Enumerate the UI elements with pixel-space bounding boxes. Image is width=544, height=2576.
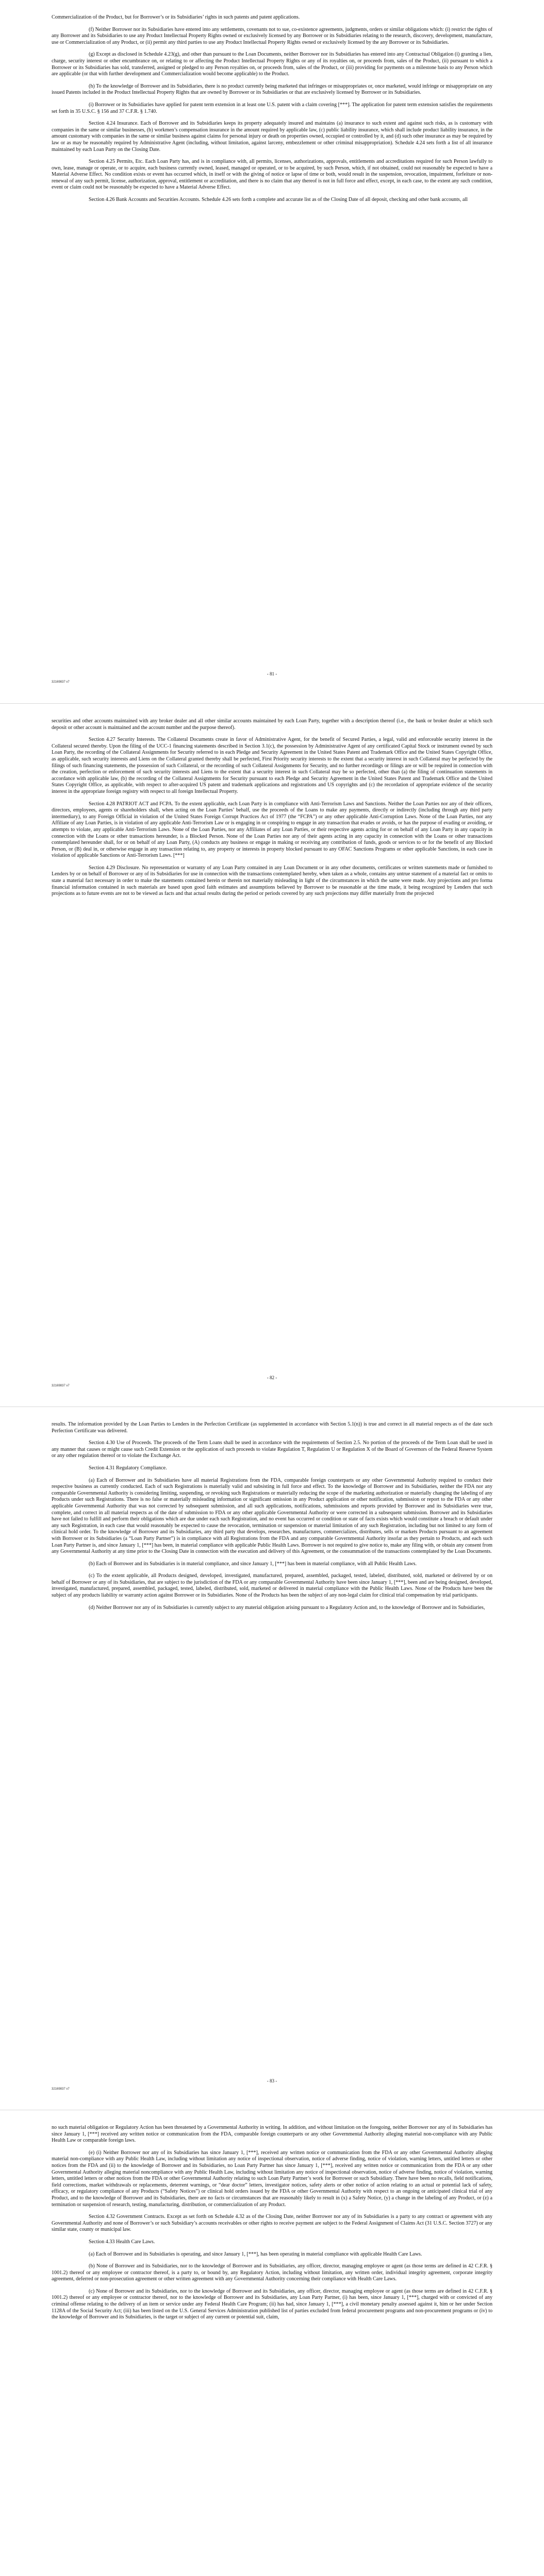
document-id: 32169837 v7 [52,681,70,684]
document-page-84 [0,2110,544,2576]
paragraph: (a) Each of Borrower and its Subsidiaries is operating, and since January 1, [***], has been operating in material compliance with applicable Health Care Laws. [89,2251,422,2257]
section-paragraph: Section 4.26 Bank Accounts and Securities Accounts. Schedule 4.26 sets forth a complete and accurate list as of the Closing Date of all deposit, checking and other bank accounts, all [89,197,468,203]
document-id: 32169837 v7 [52,1384,70,1387]
section-heading: Section 4.33 Health Care Laws. [89,2239,155,2245]
document-page-83 [0,1406,544,2110]
paragraph: (h) To the knowledge of Borrower and its Subsidiaries, there is no product currently being marketed that infringes or misappropriates or, once marketed, would infringe or misappropriate on any issued Patents included in the Product Intellectual Property Rights that are owned by Borrower or its Subsidiaries or that are exclusively licensed by Borrower or its Subsidiaries. [52,83,492,96]
section-paragraph: Section 4.29 Disclosure. No representation or warranty of any Loan Party contained in any Loan Document or in any other documents, certificates or written statements made or furnished to Lenders by or on behalf of Borrower or any of its Subsidiaries for use in connection with the transactions contemplated hereby, when taken as a whole, contains any untrue statement of a material fact or omits to state a material fact necessary in order to make the statements contained herein or therein not materially misleading in light of the circumstances in which the same were made. Any projections and pro forma financial information contained in such materials are based upon good faith estimates and assumptions believed by Borrower to be reasonable at the time made, it being recognized by Lenders that such projections as to future events are not to be viewed as facts and that actual results during the period or periods covered by any such projections may differ materially from the projected [52,865,492,897]
paragraph: no such material obligation or Regulatory Action has been threatened by a Governmental Authority in writing. In addition, and without limitation on the foregoing, neither Borrower nor any of its Subsidiaries has since January 1, [***] received any written notice or communication from the FDA, comparable foreign counterparts or any other Governmental Authority alleging material non-compliance with any Public Health Law or comparable foreign laws. [52,2125,492,2144]
paragraph: (g) Except as disclosed in Schedule 4.23(g), and other than pursuant to the Loan Documents, neither Borrower nor its Subsidiaries has entered into any Contractual Obligation (i) granting a lien, charge, security interest or other encumbrance on, or relating to or affecting the Product Intellectual Property Rights or any of its royalties on, or proceeds from, sales of the Product, (ii) pursuant to which a Borrower or its Subsidiaries has sold, transferred, assigned or pledged to any Person royalties on, or proceeds from, sales of the Product, or (iii) providing for payments on a milestone basis to any Person which are applicable (or that with further development and Commercialization would become applicable) to the Product. [52,52,492,77]
paragraph: securities and other accounts maintained with any broker dealer and all other similar accounts maintained by each Loan Party, together with a description thereof (i.e., the bank or broker dealer at which such deposit or other account is maintained and the account number and the purpose thereof). [52,718,492,731]
paragraph: (f) Neither Borrower nor its Subsidiaries have entered into any settlements, covenants not to sue, co-existence agreements, judgments, orders or similar obligations which: (i) restrict the rights of any Borrower and its Subsidiaries to use any Product Intellectual Property Rights owned or exclusively licensed by any Borrower or its Subsidiaries relating to the research, discovery, development, manufacture, use or Commercialization of any Product, or (ii) permit any third parties to use any Product Intellectual Property Rights owned or exclusively licensed by the any Borrower or its Subsidiaries. [52,26,492,45]
paragraph: (c) None of Borrower and its Subsidiaries, nor to the knowledge of Borrower and its Subsidiaries, any officer, director, managing employee or agent (as those terms are defined in 42 C.F.R. § 1001.2) thereof or any employee or contractor thereof, nor to the knowledge of Borrower and its Subsidiaries, any Loan Party Partner, (i) has been, since January 1, [***], charged with or convicted of any criminal offense relating to the delivery of an item or service under any Federal Health Care Program; (ii) has had, since January 1, [***], a civil monetary penalty assessed against it, him or her under Section 1128A of the Social Security Act; (iii) has been listed on the U.S. General Services Administration published list of parties excluded from federal procurement programs and non-procurement programs or (iv) to the knowledge of Borrower and its Subsidiaries, is the target or subject of any current or potential suit, claim, [52,2288,492,2320]
paragraph: (b) Each of Borrower and its Subsidiaries is in material compliance, and since January 1, [***] has been in material compliance, with all Public Health Laws. [89,1561,417,1567]
page-number: - 82 - [267,1375,277,1380]
page-number: - 83 - [267,2078,277,2083]
section-paragraph: Section 4.32 Government Contracts. Except as set forth on Schedule 4.32 as of the Closing Date, neither Borrower nor any of its Subsidiaries is a party to any contract or agreement with any Governmental Authority and none of Borrower’s or such Subsidiary’s accounts receivables or other rights to receive payment are subject to the Federal Assignment of Claims Act (31 U.S.C. Section 3727) or any similar state, county or municipal law. [52,2214,492,2233]
section-paragraph: Section 4.27 Security Interests. The Collateral Documents create in favor of Administrative Agent, for the benefit of Secured Parties, a legal, valid and enforceable security interest in the Collateral secured thereby. Upon the filing of the UCC-1 financing statements described in Section 3.1(c), the possession by Administrative Agent of any certificated Capital Stock or instrument owned by such Loan Party, the recording of the Collateral Assignments for Security referred to in each Pledge and Security Agreement in the United States Patent and Trademark Office and the United States Copyright Office, as applicable, such security interests and Liens on the Collateral granted thereby shall be perfected, First Priority security interests to the extent that a security interest in such Collateral may be perfected by the filings of such financing statements, the possession of such Collateral, or the recording of such Collateral Assignments for Security, and no further recordings or filings are or will be required in connection with the creation, perfection or enforcement of such security interests and Liens to the extent that a security interest in such Collateral may be so perfected, other than (a) the filing of continuation statements in accordance with applicable law, (b) the recording of the Collateral Assignments for Security pursuant to each Pledge and Security Agreement in the United States Patent and Trademark Office and the United States Copyright Office, as applicable, with respect to after-acquired US patent and trademark applications and registrations and US copyrights and (c) the recordation of appropriate evidence of the security interest in the appropriate foreign registry with respect to all foreign Intellectual Property. [52,737,492,794]
paragraph: (a) Each of Borrower and its Subsidiaries have all material Registrations from the FDA, comparable foreign counterparts or any other Governmental Authority required to conduct their respective business as currently conducted. Each of such Registrations is materially valid and subsisting in full force and effect. To the knowledge of Borrower and its Subsidiaries, neither the FDA nor any comparable Governmental Authority is considering limiting, suspending, or revoking such Registrations or materially reducing the scope of the marketing authorization or materially changing the labeling of any Products under such Registrations. There is no false or materially misleading information or significant omission in any Product application or other notification, submission or report to the FDA or any other applicable Governmental Authority that was not corrected by subsequent submission, and all such applications, notifications, submissions and reports provided by Borrower and its Subsidiaries were true, complete, and correct in all material respects as of the date of submission to FDA or any other applicable Governmental Authority or were corrected in a subsequent submission. Borrower and its Subsidiaries have not failed to fulfill and perform their obligations which are due under each such Registration, and no event has occurred or condition or state of facts exists which would constitute a breach or default under any such Registration, in each case that would reasonably be expected to cause the revocation, termination or suspension or material limitation of any such Registration, including but not limited to any form of clinical hold order. To the knowledge of Borrower and its Subsidiaries, any third party that develops, researches, manufactures, commercializes, distributes, sells or markets Products pursuant to an agreement with Borrower or its Subsidiaries (a “Loan Party Partner”) is in compliance with all Registrations from the FDA and any comparable Governmental Authority insofar as they pertain to Products, and each such Loan Party Partner is, and since January 1, [***] has been, in material compliance with applicable Public Health Laws. Borrower is not required to give notice to, make any filing with, or obtain any consent from any Governmental Authority at any time prior to the Closing Date in connection with the execution and delivery of this Agreement, or the consummation of the transactions contemplated by the Loan Documents. [52,1477,492,1555]
paragraph: (b) None of Borrower and its Subsidiaries, nor to the knowledge of Borrower and its Subsidiaries, any officer, director, managing employee or agent (as those terms are defined in 42 C.F.R. § 1001.2) thereof or any employee or contractor thereof, is a party to, or bound by, any Regulatory Action, including without limitation, any written order, individual integrity agreement, corporate integrity agreement, deferred or non-prosecution agreement or other written agreement with any Governmental Authority concerning their compliance with Health Care Laws. [52,2263,492,2282]
paragraph: results. The information provided by the Loan Parties to Lenders in the Perfection Certificate (as supplemented in accordance with Section 5.1(n)) is true and correct in all material respects as of the date such Perfection Certificate was delivered. [52,1421,492,1434]
paragraph: (d) Neither Borrower nor any of its Subsidiaries is currently subject to any material obligation arising pursuant to a Regulatory Action and, to the knowledge of Borrower and its Subsidiaries, [89,1604,485,1611]
page-number: - 81 - [267,671,277,676]
section-heading: Section 4.31 Regulatory Compliance. [89,1465,167,1471]
section-paragraph: Section 4.30 Use of Proceeds. The proceeds of the Term Loans shall be used in accordance with the requirements of Section 2.5. No portion of the proceeds of the Term Loan shall be used in any manner that causes or might cause such Credit Extension or the application of such proceeds to violate Regulation T, Regulation U or Regulation X of the Board of Governors of the Federal Reserve System or any other regulation thereof or to violate the Exchange Act. [52,1440,492,1459]
document-page-82 [0,703,544,1406]
document-page-81 [0,0,544,703]
document-id: 32169837 v7 [52,2088,70,2091]
paragraph: (i) Borrower or its Subsidiaries have applied for patent term extension in at least one U.S. patent with a claim covering [***]. The application for patent term extension satisfies the requirements set forth in 35 U.S.C. § 156 and 37 C.F.R. § 1.740. [52,101,492,114]
paragraph: (c) To the extent applicable, all Products designed, developed, investigated, manufactured, prepared, assembled, packaged, tested, labeled, distributed, sold, marketed or delivered by or on behalf of Borrower or any of its Subsidiaries, that are subject to the jurisdiction of the FDA or any comparable Governmental Authority have been since January 1, [***], been and are being designed, developed, investigated, manufactured, prepared, assembled, packaged, tested, labeled, distributed, sold, marketed or delivered in material compliance with the Public Health Laws. None of the Products have been the subject of any products liability or warranty action against Borrower or its Subsidiaries. None of the Products has been the subject of any non-legal claim for clinical trial compensation by trial participants. [52,1573,492,1599]
paragraph: Commercialization of the Product, but for Borrower’s or its Subsidiaries’ rights in such patents and patent applications. [52,14,300,20]
paragraph: (e) (i) Neither Borrower nor any of its Subsidiaries has since January 1, [***], received any written notice or communication from the FDA or any other Governmental Authority alleging material non-compliance with any Public Health Law, including without limitation any notice of inspectional observation, notice of adverse finding, notice of violation, warning letters, untitled letters or other notices from the FDA and (ii) to the knowledge of Borrower and its Subsidiaries, no Loan Party Partner has since January 1, [***], received any written notice or communication from the FDA or any other Governmental Authority alleging material noncompliance with any Public Health Law, including without limitation any notice of inspectional observation, notice of adverse finding, notice of violation, warning letters, untitled letters or other notices from the FDA or other Governmental Authority relating to such Loan Party Partner’s work for Borrower or such Subsidiary. There have been no recalls, field notifications, field corrections, market withdrawals or replacements, deterrent warnings, or “dear doctor” letters, investigator notices, safety alerts or other notice of action relating to an actual or potential lack of safety, efficacy, or regulatory compliance of any Products (“Safety Notices”) or clinical hold orders issued by the FDA or other Governmental Authority with respect to an ongoing or anticipated clinical trial of any Product, and to the knowledge of Borrower and its Subsidiaries, there are no facts or circumstances that are reasonably likely to result in (x) a Safety Notice, (y) a change in the labeling of any Product, or (z) a termination or suspension of research, testing, manufacturing, distribution, or commercialization of any Product. [52,2149,492,2208]
section-paragraph: Section 4.24 Insurance. Each of Borrower and its Subsidiaries keeps its property adequately insured and maintains (a) insurance to such extent and against such risks, as is customary with companies in the same or similar businesses, (b) workmen’s compensation insurance in the amount required by applicable law, (c) public liability insurance, which shall include product liability insurance, in the amount customary with companies in the same or similar business against claims for personal injury or death on properties owned, occupied or controlled by it, and (d) such other insurance as may be required by law or as may be reasonably required by Administrative Agent (including, without limitation, against larceny, embezzlement or other criminal misappropriation). Schedule 4.24 sets forth a list of all insurance maintained by each Loan Party on the Closing Date. [52,121,492,152]
section-paragraph: Section 4.28 PATRIOT ACT and FCPA. To the extent applicable, each Loan Party is in compliance with Anti-Terrorism Laws and Sanctions. Neither the Loan Parties nor any of their officers, directors, employees, agents or shareholders shall, when acting on the Loan Parties’ behalf, use the proceeds of the Loans to make any payments, directly or indirectly (including through any third party intermediary), to any Foreign Official in violation of the United States Foreign Corrupt Practices Act of 1977 (the “FCPA”) or any other applicable Anti-Corruption Laws. None of the Loan Parties, nor any Affiliate of any Loan Parties, is in violation of any applicable Anti-Terrorism Law or is engaging in or conspiring to engage in any transaction that evades or avoids, or has the purpose of evading or avoiding, or attempts to violate, any applicable Anti-Terrorism Laws. None of the Loan Parties, nor any Affiliates of any Loan Parties, or their respective agents acting for or on behalf of any Loan Party in any capacity in connection with the Loans or other transactions hereunder, is a Blocked Person. None of the Loan Parties nor any of their agents acting in any capacity in connection with the Loans or other transactions contemplated hereunder shall, for or on behalf of any Loan Party, (A) conducts any business or engage in making or receiving any contribution of funds, goods or services to or for the benefit of any Blocked Person, or (B) deal in, or otherwise engage in any transaction relating to, any property or interests in property blocked pursuant to any OFAC Sanctions Programs or other applicable Sanctions, in each case in violation of applicable Sanctions or Anti-Terrorism Laws. [***] [52,801,492,859]
section-paragraph: Section 4.25 Permits, Etc. Each Loan Party has, and is in compliance with, all permits, licenses, authorizations, approvals, entitlements and accreditations required for such Person lawfully to own, lease, manage or operate, or to acquire, each business currently owned, leased, managed or operated, or to be acquired, by such Person, which, if not obtained, could not reasonably be expected to have a Material Adverse Effect. No condition exists or event has occurred which, in itself or with the giving of notice or lapse of time or both, would result in the suspension, revocation, impairment, forfeiture or non-renewal of any such permit, license, authorization, approval, entitlement or accreditation, and there is no claim that any thereof is not in full force and effect, except, in each case, to the extent any such condition, event or claim could not be reasonably be expected to have a Material Adverse Effect. [52,159,492,191]
